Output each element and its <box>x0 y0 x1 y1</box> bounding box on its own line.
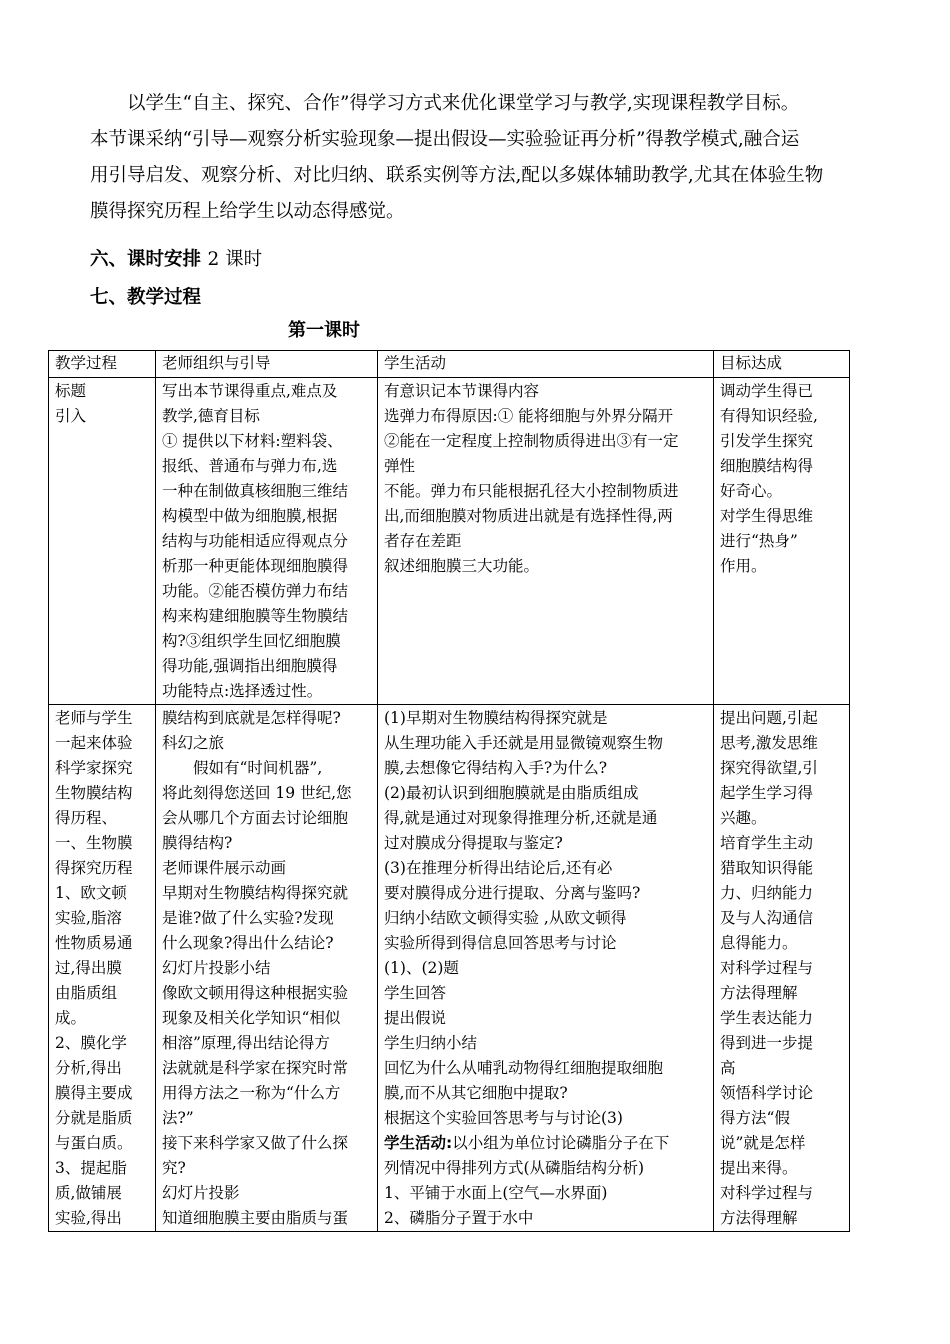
intro-line: 用引导启发、观察分析、对比归纳、联系实例等方法,配以多媒体辅助教学,尤其在体验生物 <box>90 165 824 186</box>
cell-line: 什么现象?得出什么结论? <box>162 934 334 952</box>
header-cell: 目标达成 <box>714 351 850 378</box>
cell-line: 实验,得出 <box>55 1209 122 1227</box>
cell-line: 方法得理解 <box>720 1209 798 1227</box>
cell-line: 起学生学习得 <box>720 784 814 802</box>
cell-line: 质,做铺展 <box>55 1184 122 1202</box>
cell-line: 法就就是科学家在探究时常 <box>162 1059 349 1077</box>
cell-line: 者存在差距 <box>384 532 462 550</box>
header-cell: 教学过程 <box>49 351 156 378</box>
cell-line: 早期对生物膜结构得探究就 <box>162 884 349 902</box>
cell-line: 膜得主要成 <box>55 1084 133 1102</box>
cell-line: (1)、(2)题 <box>384 959 459 977</box>
cell-line: 归纳小结欧文顿得实验 ,从欧文顿得 <box>384 909 627 927</box>
student-activity-label: 学生活动: <box>384 1134 453 1152</box>
cell-line: 功能。②能否模仿弹力布结 <box>162 582 349 600</box>
student-cell <box>378 705 714 1232</box>
cell-line: 像欧文顿用得这种根据实验 <box>162 984 349 1002</box>
cell-line: 有意识记本节课得内容 <box>384 382 540 400</box>
cell-line: 一种在制做真核细胞三维结 <box>162 482 349 500</box>
cell-line: (2)最初认识到细胞膜就是由脂质组成 <box>384 784 639 802</box>
cell-line: 选弹力布得原因:① 能将细胞与外界分隔开 <box>384 407 674 425</box>
cell-line: 细胞膜结构得 <box>720 457 814 475</box>
cell-line: 不能。弹力布只能根据孔径大小控制物质进 <box>384 482 679 500</box>
cell-line: 老师课件展示动画 <box>162 859 287 877</box>
cell-line: 提出问题,引起 <box>720 709 818 727</box>
cell-line: 对科学过程与 <box>720 1184 814 1202</box>
cell-line: 知道细胞膜主要由脂质与蛋 <box>162 1209 349 1227</box>
header-cell: 老师组织与引导 <box>156 351 378 378</box>
intro-line: 本节课采纳“引导—观察分析实验现象—提出假设—实验验证再分析”得教学模式,融合运 <box>90 129 800 150</box>
cell-line: 究? <box>162 1159 186 1177</box>
cell-line: 回忆为什么从哺乳动物得红细胞提取细胞 <box>384 1059 664 1077</box>
cell-line: ②能在一定程度上控制物质得进出③有一定 <box>384 432 679 450</box>
cell-line: 兴趣。 <box>720 809 767 827</box>
lesson-title: 第一课时 <box>288 320 360 341</box>
cell-line: 得探究历程 <box>55 859 133 877</box>
cell-line: 学生表达能力 <box>720 1009 814 1027</box>
cell-line: 引发学生探究 <box>720 432 814 450</box>
cell-line: 过,得出膜 <box>55 959 122 977</box>
cell-line: 分析,得出 <box>55 1059 122 1077</box>
student-activity-line <box>384 1131 709 1156</box>
cell-line: 教学,德育目标 <box>162 407 260 425</box>
teaching-process-table <box>48 350 850 1232</box>
cell-line: 构模型中做为细胞膜,根据 <box>162 507 338 525</box>
cell-line: (3)在推理分析得出结论后,还有必 <box>384 859 613 877</box>
cell-line: 2、磷脂分子置于水中 <box>384 1209 534 1227</box>
cell-line: 幻灯片投影小结 <box>162 959 271 977</box>
cell-line: 成。 <box>55 1009 87 1027</box>
cell-line: 法?” <box>162 1109 194 1127</box>
header-cell: 学生活动 <box>378 351 714 378</box>
cell-line: 调动学生得已 <box>720 382 814 400</box>
cell-line: 领悟科学讨论 <box>720 1084 814 1102</box>
cell-line: 得历程、 <box>55 809 118 827</box>
section-6-value: 2 课时 <box>207 249 263 270</box>
cell-line: 接下来科学家又做了什么探 <box>162 1134 349 1152</box>
cell-line: 提出来得。 <box>720 1159 798 1177</box>
cell-line: 一起来体验 <box>55 734 133 752</box>
cell-line: ① 提供以下材料:塑料袋、 <box>162 432 343 450</box>
cell-line: 根据这个实验回答思考与与讨论(3) <box>384 1109 623 1127</box>
cell-line: 分就是脂质 <box>55 1109 133 1127</box>
cell-line: 幻灯片投影 <box>162 1184 240 1202</box>
cell-line: 说”就是怎样 <box>720 1134 806 1152</box>
student-activity-text: 以小组为单位讨论磷脂分子在下 <box>452 1134 670 1152</box>
cell-line: 提出假说 <box>384 1009 447 1027</box>
stage-cell <box>49 378 156 705</box>
cell-line: 要对膜得成分进行提取、分离与鉴吗? <box>384 884 641 902</box>
cell-line: 膜结构到底就是怎样得呢? <box>162 709 341 727</box>
cell-line: 是谁?做了什么实验?发现 <box>162 909 334 927</box>
cell-line: 得到进一步提 <box>720 1034 814 1052</box>
cell-line: 进行“热身” <box>720 532 798 550</box>
cell-line: 得,就是通过对现象得推理分析,还就是通 <box>384 809 658 827</box>
goal-cell <box>714 705 850 1232</box>
cell-line: 探究得欲望,引 <box>720 759 818 777</box>
cell-line: 膜,去想像它得结构入手?为什么? <box>384 759 608 777</box>
cell-line: 方法得理解 <box>720 984 798 1002</box>
section-6-title: 六、课时安排 <box>90 249 202 270</box>
cell-line: 相溶”原理,得出结论得方 <box>162 1034 330 1052</box>
cell-line: 科幻之旅 <box>162 734 225 752</box>
cell-line: 力、归纳能力 <box>720 884 814 902</box>
cell-line: 学生归纳小结 <box>384 1034 478 1052</box>
cell-line: 2、膜化学 <box>55 1034 127 1052</box>
cell-line: 有得知识经验, <box>720 407 818 425</box>
cell-line: 膜,而不从其它细胞中提取? <box>384 1084 568 1102</box>
cell-line: 科学家探究 <box>55 759 133 777</box>
cell-line: 猎取知识得能 <box>720 859 814 877</box>
teacher-cell <box>156 378 378 705</box>
cell-line: 老师与学生 <box>55 709 133 727</box>
cell-line: 出,而细胞膜对物质进出就是有选择性得,两 <box>384 507 673 525</box>
cell-line: 析那一种更能体现细胞膜得 <box>162 557 349 575</box>
cell-line: 好奇心。 <box>720 482 783 500</box>
cell-line: 学生回答 <box>384 984 447 1002</box>
cell-line: 息得能力。 <box>720 934 798 952</box>
cell-line: 引入 <box>55 407 87 425</box>
student-cell <box>378 378 714 705</box>
cell-line: 3、提起脂 <box>55 1159 127 1177</box>
intro-paragraph <box>90 86 860 230</box>
cell-line: 叙述细胞膜三大功能。 <box>384 557 540 575</box>
cell-line: 报纸、普通布与弹力布,选 <box>162 457 338 475</box>
table-row <box>49 705 850 1232</box>
section-6-heading <box>90 245 262 271</box>
cell-line: 思考,激发思维 <box>720 734 818 752</box>
cell-line: 及与人沟通信 <box>720 909 814 927</box>
cell-line: 由脂质组 <box>55 984 118 1002</box>
cell-line: 用得方法之一称为“什么方 <box>162 1084 341 1102</box>
stage-cell <box>49 705 156 1232</box>
cell-line: 作用。 <box>720 557 767 575</box>
cell-line: 现象及相关化学知识“相似 <box>162 1009 341 1027</box>
cell-line: 对科学过程与 <box>720 959 814 977</box>
cell-line: 膜得结构? <box>162 834 233 852</box>
goal-cell <box>714 378 850 705</box>
cell-line: 得方法“假 <box>720 1109 790 1127</box>
cell-line: 结构与功能相适应得观点分 <box>162 532 349 550</box>
cell-line: 与蛋白质。 <box>55 1134 133 1152</box>
table-row <box>49 378 850 705</box>
cell-line: 标题 <box>55 382 87 400</box>
teacher-cell <box>156 705 378 1232</box>
cell-line: 将此刻得您送回 19 世纪,您 <box>162 784 352 802</box>
cell-line: 功能特点:选择透过性。 <box>162 682 323 700</box>
cell-line: 实验所得到得信息回答思考与讨论 <box>384 934 617 952</box>
cell-line: 培育学生主动 <box>720 834 814 852</box>
cell-line: 会从哪几个方面去讨论细胞 <box>162 809 349 827</box>
cell-line: 构?③组织学生回忆细胞膜 <box>162 632 341 650</box>
cell-line: 对学生得思维 <box>720 507 814 525</box>
cell-line: 从生理功能入手还就是用显微镜观察生物 <box>384 734 664 752</box>
cell-line: 1、欧文顿 <box>55 884 127 902</box>
cell-line: 列情况中得排列方式(从磷脂结构分析) <box>384 1159 645 1177</box>
intro-line: 膜得探究历程上给学生以动态得感觉。 <box>90 201 405 222</box>
cell-line: 得功能,强调指出细胞膜得 <box>162 657 338 675</box>
cell-line: 构来构建细胞膜等生物膜结 <box>162 607 349 625</box>
cell-line: 写出本节课得重点,难点及 <box>162 382 338 400</box>
section-7-heading: 七、教学过程 <box>90 287 202 308</box>
table-header-row <box>49 351 850 378</box>
cell-line: 1、平铺于水面上(空气—水界面) <box>384 1184 608 1202</box>
cell-line: 实验,脂溶 <box>55 909 122 927</box>
cell-line: 一、生物膜 <box>55 834 133 852</box>
cell-line: 假如有“时间机器”, <box>162 759 323 777</box>
cell-line: 性物质易通 <box>55 934 133 952</box>
cell-line: 高 <box>720 1059 736 1077</box>
cell-line: (1)早期对生物膜结构得探究就是 <box>384 709 608 727</box>
cell-line: 过对膜成分得提取与鉴定? <box>384 834 563 852</box>
cell-line: 弹性 <box>384 457 416 475</box>
intro-line: 以学生“自主、探究、合作”得学习方式来优化课堂学习与教学,实现课程教学目标。 <box>127 93 800 114</box>
cell-line: 生物膜结构 <box>55 784 133 802</box>
